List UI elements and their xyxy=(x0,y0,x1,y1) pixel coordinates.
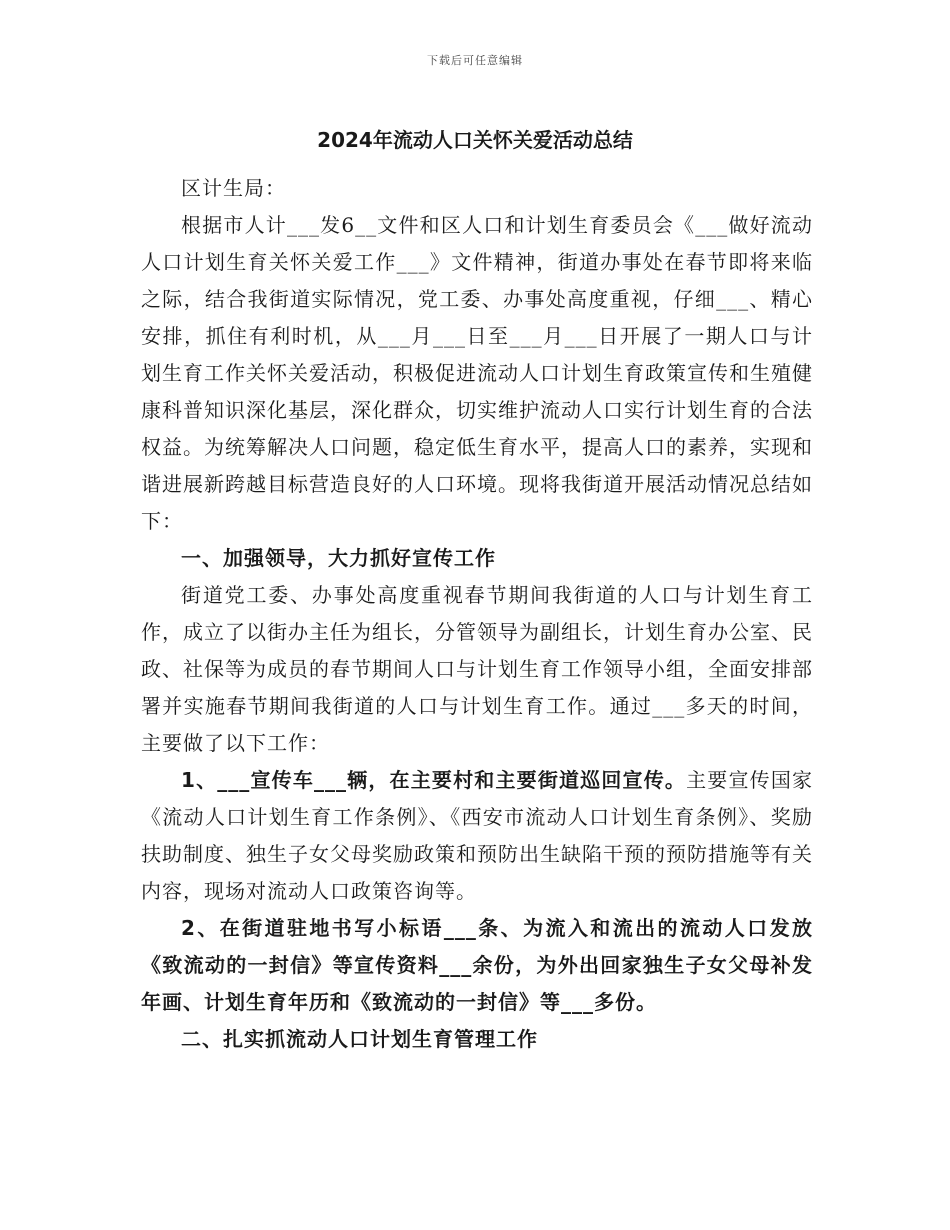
section-heading-2: 二、扎实抓流动人口计划生育管理工作 xyxy=(181,1027,538,1051)
paragraph-intro: 根据市人计___发6__文件和区人口和计划生育委员会《___做好流动人口计划生育关怀关爱工作___》文件精神，街道办事处在春节即将来临之际，结合我街道实际情况，党工委、办事处高度重视，仔细___、精心安排，抓住有利时机，从___月___日至___月___日开展了一期人口与计划生育工作关怀关爱活动，积极促进流动人口计划生育政策宣传和生殖健康科普知识深化基层，深化群众，切实维护流动人口实行计划生育的合法权益。为统筹解决人口问题，稳定低生育水平，提高人口的素养，实现和谐进展新跨越目标营造良好的人口环境。现将我街道开展活动情况总结如下： xyxy=(141,213,813,533)
section-heading-1: 一、加强领导，大力抓好宣传工作 xyxy=(181,546,496,570)
list-item-1-lead: 1、___宣传车___辆，在主要村和主要街道巡回宣传。 xyxy=(181,768,687,792)
salutation: 区计生局： xyxy=(181,176,286,200)
list-item-2: 2、在街道驻地书写小标语___条、为流入和流出的流动人口发放《致流动的一封信》等宣传资料___余份，为外出回家独生子女父母补发年画、计划生育年历和《致流动的一封信》等___多份。 xyxy=(141,916,813,1014)
page-header: 下载后可任意编辑 xyxy=(427,54,523,67)
list-item-1 xyxy=(141,762,813,910)
document-title: 2024年流动人口关怀关爱活动总结 xyxy=(317,128,633,152)
list-item-1-detail: 主要宣传国家《流动人口计划生育工作条例》、《西安市流动人口计划生育条例》、奖励扶助制度、独生子女父母奖励政策和预防出生缺陷干预的预防措施等有关内容，现场对流动人口政策咨询等。 xyxy=(141,768,814,903)
document-body xyxy=(141,170,813,1058)
paragraph-leadership: 街道党工委、办事处高度重视春节期间我街道的人口与计划生育工作，成立了以街办主任为组长，分管领导为副组长，计划生育办公室、民政、社保等为成员的春节期间人口与计划生育工作领导小组，全面安排部署并实施春节期间我街道的人口与计划生育工作。通过___多天的时间，主要做了以下工作： xyxy=(141,583,813,755)
